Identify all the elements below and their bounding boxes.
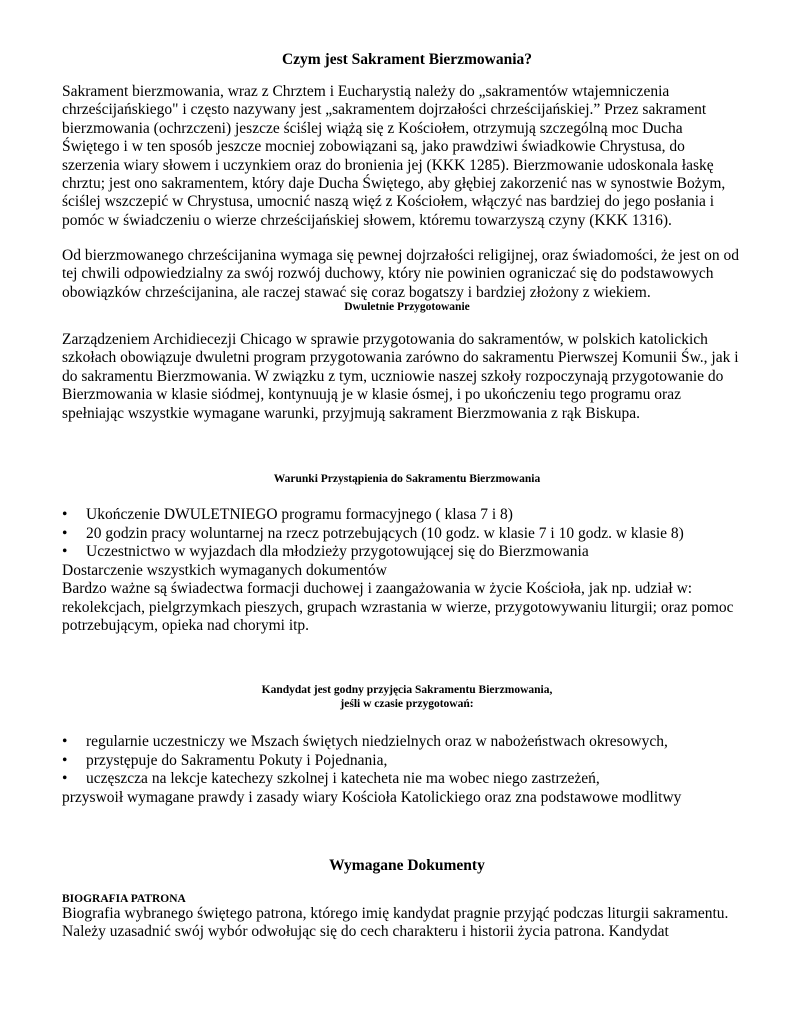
two-year-line: Zarządzeniem Archidiecezji Chicago w sprawie przygotowania do sakramentów, w polskich katolickich <box>62 331 708 348</box>
patron-section <box>62 893 752 942</box>
intro-line: Świętego i w ten sposób jeszcze mocniej zobowiązani są, jako prawdziwi świadkowie Chrystusa, do <box>62 138 685 156</box>
document-title: Czym jest Sakrament Bierzmowania? <box>281 51 533 68</box>
two-year-line: Bierzmowania w klasie siódmej, kontynuują je w klasie ósmej, i po ukończeniu tego programu oraz <box>62 386 681 404</box>
conditions-bullets <box>62 506 752 562</box>
intro-line: Sakrament bierzmowania, wraz z Chrztem i Eucharystią należy do „sakramentów wtajemniczenia <box>62 83 670 100</box>
intro-line: bierzmowania (ochrzczeni) jeszcze ściślej wiążą się z Kościołem, otrzymują szczególną moc Ducha <box>62 119 683 137</box>
conditions-heading: Warunki Przystąpienia do Sakramentu Bierzmowania <box>273 473 541 485</box>
maturity-line: tej chwili odpowiedzialny za swój rozwój duchowy, który nie powinien ograniczać się do podstawowych <box>62 265 714 283</box>
conditions-after-line: potrzebującym, opieka nad chorymi itp. <box>62 617 310 634</box>
maturity-line: obowiązków chrześcijanina, ale raczej stawać się coraz bogatszy i bardziej złożony z wiekiem. <box>62 283 651 301</box>
worthy-heading-line2: jeśli w czasie przygotowań: <box>340 698 474 710</box>
list-item: • regularnie uczestniczy we Mszach świętych niedzielnych oraz w nabożeństwach okresowych, <box>62 733 752 752</box>
patron-heading: BIOGRAFIA PATRONA <box>62 893 186 905</box>
worthy-list <box>62 733 752 807</box>
list-item: • Ukończenie DWULETNIEGO programu formacyjnego ( klasa 7 i 8) <box>62 506 752 525</box>
maturity-line: Od bierzmowanego chrześcijanina wymaga się pewnej dojrzałości religijnej, oraz świadomości, że jest on od <box>62 247 740 264</box>
list-item: • Uczestnictwo w wyjazdach dla młodzieży przygotowującej się do Bierzmowania <box>62 543 752 562</box>
patron-line: Należy uzasadnić swój wybór odwołując się do cech charakteru i historii życia patrona. Kandydat <box>62 923 669 941</box>
documents-heading: Wymagane Dokumenty <box>329 857 485 874</box>
list-item: • przystępuje do Sakramentu Pokuty i Pojednania, <box>62 752 752 771</box>
worthy-bullets <box>62 733 752 789</box>
conditions-after-line: Bardzo ważne są świadectwa formacji duchowej i zaangażowania w życie Kościoła, jak np. udział w: <box>62 580 693 598</box>
two-year-paragraph <box>62 331 752 423</box>
intro-line: pomóc w świadczeniu o wierze chrześcijańskiej słowem, któremu towarzyszą czyny (KKK 1316). <box>62 211 672 229</box>
conditions-list <box>62 506 752 635</box>
conditions-after-line: rekolekcjach, pielgrzymkach pieszych, grupach wzrastania w wierze, przygotowywaniu liturgii; oraz pomoc <box>62 598 734 616</box>
intro-line: chrztu; jest ono sakramentem, który daje Ducha Świętego, aby głębiej zakorzenić nas w synostwie Bożym, <box>62 175 726 193</box>
intro-line: chrześcijańskiego" i często nazywany jest „sakramentem dojrzałości chrześcijańskiej.” Przez sakrament <box>62 101 707 119</box>
conditions-after-line: Dostarczenie wszystkich wymaganych dokumentów <box>62 561 387 579</box>
intro-line: ściślej wszczepić w Chrystusa, umocnić naszą więź z Kościołem, włączyć nas bardziej do jego posłania i <box>62 193 715 211</box>
intro-line: szerzenia wiary słowem i uczynkiem oraz do bronienia jej (KKK 1285). Bierzmowanie udoskonala łaskę <box>62 156 714 174</box>
two-year-line: spełniając wszystkie wymagane warunki, przyjmują sakrament Bierzmowania z rąk Biskupa. <box>62 404 641 422</box>
two-year-line: do sakramentu Bierzmowania. W związku z tym, uczniowie naszej szkoły rozpoczynają przygotowanie do <box>62 367 724 385</box>
list-item: • 20 godzin pracy woluntarnej na rzecz potrzebujących (10 godz. w klasie 7 i 10 godz. w klasie 8) <box>62 525 752 544</box>
intro-paragraph <box>62 83 752 230</box>
two-year-heading: Dwuletnie Przygotowanie <box>344 301 470 313</box>
two-year-line: szkołach obowiązuje dwuletni program przygotowania zarówno do sakramentu Pierwszej Komunii Św., jak i <box>62 349 739 367</box>
worthy-after-line: przyswoił wymagane prawdy i zasady wiary Kościoła Katolickiego oraz zna podstawowe modlitwy <box>62 788 682 806</box>
maturity-paragraph <box>62 247 752 302</box>
worthy-heading-line1: Kandydat jest godny przyjęcia Sakramentu Bierzmowania, <box>261 684 553 696</box>
list-item: • uczęszcza na lekcje katechezy szkolnej i katecheta nie ma wobec niego zastrzeżeń, <box>62 770 752 789</box>
patron-line: Biografia wybranego świętego patrona, którego imię kandydat pragnie przyjąć podczas liturgii sakramentu. <box>62 905 729 922</box>
